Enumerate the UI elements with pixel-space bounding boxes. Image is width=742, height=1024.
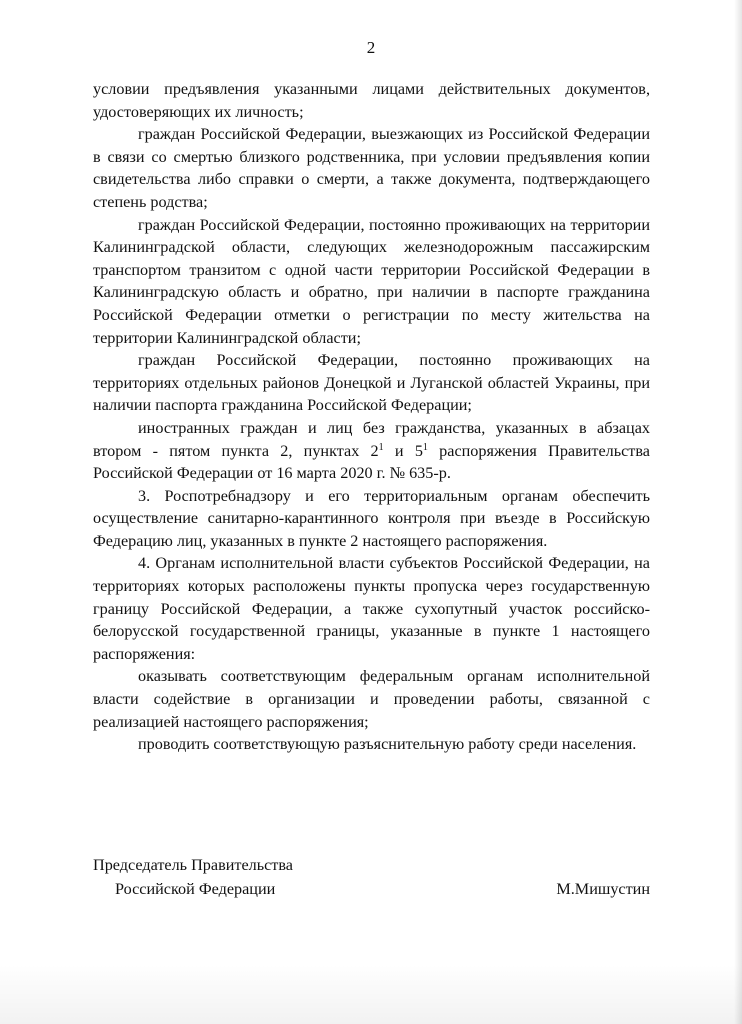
paragraph — [93, 417, 650, 485]
paragraph-text: условии предъявления указанными лицами действительных документов, удостоверяющих их личность; — [93, 80, 650, 121]
paragraph-text: иностранных граждан и лиц без гражданства, указанных в абзацах втором - пятом пункта 2, пунктах 2 — [93, 418, 650, 460]
paragraph — [93, 485, 650, 553]
paragraph-text: 3. Роспотребнадзору и его территориальным органам обеспечить осуществление санитарно-карантинного контроля при въезде в Российскую Федерацию лиц, указанных в пункте 2 настоящего распоряжения. — [93, 486, 650, 550]
paragraph-text: проводить соответствующую разъяснительную работу среди населения. — [138, 735, 637, 754]
paragraph — [93, 349, 650, 417]
paragraph-text: граждан Российской Федерации, выезжающих из Российской Федерации в связи со смертью близкого родственника, при условии предъявления копии свидетельства либо справки о смерти, а также документа, подтверждающего степень родства; — [93, 125, 650, 211]
page-edge-shadow — [734, 0, 742, 1024]
paragraph — [93, 78, 650, 123]
paragraph-text: граждан Российской Федерации, постоянно проживающих на территории Калининградской области, следующих железнодорожным пассажирским транспортом транзитом с одной части территории Российской Федерации в Калининградскую область и обратно, при наличии в паспорте гражданина Российской Федерации отметки о регистрации по месту жительства на территории Калининградской области; — [93, 215, 650, 347]
paragraph-text: граждан Российской Федерации, постоянно проживающих на территориях отдельных районов Донецкой и Луганской областей Украины, при наличии паспорта гражданина Российской Федерации; — [93, 351, 650, 415]
paragraph — [93, 733, 650, 756]
paragraph — [93, 123, 650, 213]
paragraph-text: оказывать соответствующим федеральным органам исполнительной власти содействие в организации и проведении работы, связанной с реализацией настоящего распоряжения; — [93, 667, 650, 731]
signature-block — [93, 853, 650, 901]
signatory-title-line2: Российской Федерации — [115, 880, 276, 898]
superscript: 1 — [378, 441, 384, 453]
page-number: 2 — [366, 38, 376, 57]
paragraph — [93, 665, 650, 733]
document-body — [93, 78, 650, 756]
page-bottom-shadow — [0, 964, 742, 1024]
signatory-name: М.Мишустин — [556, 880, 650, 898]
signatory-title-line1: Председатель Правительства — [93, 856, 293, 874]
paragraph — [93, 552, 650, 665]
paragraph-text: 4. Органам исполнительной власти субъектов Российской Федерации, на территориях которых расположены пункты пропуска через государственную границу Российской Федерации, а также сухопутный участок российско-белорусской государственной границы, указанные в пункте 1 настоящего распоряжения: — [93, 554, 650, 663]
superscript: 1 — [422, 441, 428, 453]
signature-row — [93, 877, 650, 901]
paragraph-text: и 5 — [383, 441, 423, 460]
paragraph — [93, 214, 650, 350]
paragraph-text: распоряжения Правительства Российской Федерации от 16 марта 2020 г. № 635-р. — [93, 441, 650, 483]
